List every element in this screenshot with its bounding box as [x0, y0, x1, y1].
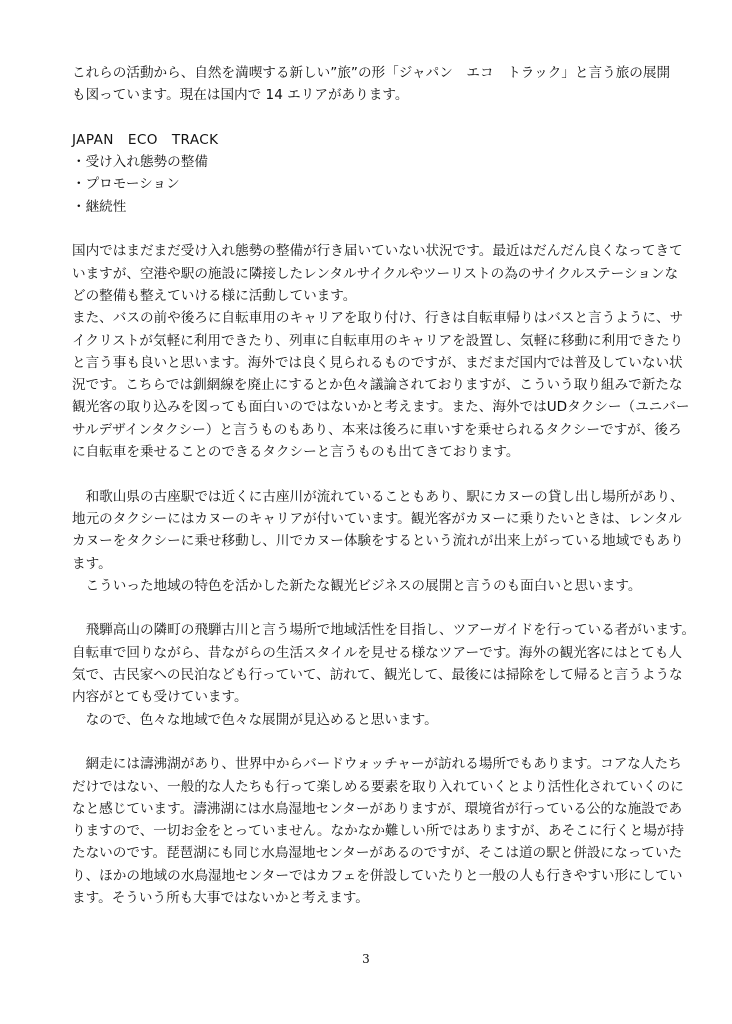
paragraph-gap	[72, 218, 672, 240]
paragraph-gap	[72, 107, 672, 129]
text-line: ます。	[72, 555, 112, 572]
text-line: と言う事も良いと思います。海外では良く見られるものですが、まだまだ国内では普及していない状	[72, 354, 683, 371]
text-line: 内容がとても受けています。	[72, 689, 248, 706]
bullet-item: ・プロモーション	[72, 176, 180, 193]
text-line: また、バスの前や後ろに自転車用のキャリアを取り付け、行きは自転車帰りはバスと言うように、サ	[72, 310, 684, 327]
text-line: 国内ではまだまだ受け入れ態勢の整備が行き届いていない状況です。最近はだんだん良くなってきて	[72, 243, 683, 260]
text-line: サルデザインタクシー）と言うものもあり、本来は後ろに車いすを乗せられるタクシーですが、後ろ	[72, 421, 682, 438]
text-line: 地元のタクシーにはカヌーのキャリアが付いています。観光客がカヌーに乗りたいときは、レンタル	[72, 510, 682, 527]
text-line: も図っています。現在は国内で 14 エリアがあります。	[72, 87, 409, 104]
text-line: 自転車で回りながら、昔ながらの生活スタイルを見せる様なツアーです。海外の観光客にはとても人	[72, 644, 682, 661]
text-line: なので、色々な地域で色々な展開が見込めると思います。	[72, 711, 438, 728]
text-line: りますので、一切お金をとっていません。なかなか難しい所ではありますが、あそこに行くと場が持	[72, 823, 684, 840]
text-line: 況です。こちらでは釧網線を廃止にするとか色々議論されておりますが、こういう取り組みで新たな	[72, 377, 683, 394]
text-line: どの整備も整えていける様に活動しています。	[72, 287, 357, 304]
text-line: いますが、空港や駅の施設に隣接したレンタルサイクルやツーリストの為のサイクルステーションな	[72, 265, 679, 282]
bullet-item: ・継続性	[72, 198, 127, 215]
paragraph-gap	[72, 597, 672, 619]
paragraph-gap	[72, 731, 672, 753]
text-line: 観光客の取り込みを図っても面白いのではないかと考えます。また、海外ではUDタクシー（ユニバー	[72, 399, 690, 416]
text-line: 気で、古民家への民泊なども行っていて、訪れて、観光して、最後には掃除をして帰ると言うような	[72, 667, 683, 684]
text-line: たないのです。琵琶湖にも同じ水鳥湿地センターがあるのですが、そこは道の駅と併設になっていた	[72, 845, 683, 862]
paragraph-wakayama	[72, 486, 684, 597]
paragraph-gap	[72, 463, 672, 485]
bullet-item: ・受け入れ態勢の整備	[72, 154, 208, 171]
text-line: イクリストが気軽に利用できたり、列車に自転車用のキャリアを設置し、気軽に移動に利用できたり	[72, 332, 684, 349]
text-line: カヌーをタクシーに乗せ移動し、川でカヌー体験をするという流れが出来上がっている地域でもあり	[72, 533, 684, 550]
text-line: 網走には濤沸湖があり、世界中からバードウォッチャーが訪れる場所でもあります。コアな人たち	[72, 756, 682, 773]
text-line: ます。そういう所も大事ではないかと考えます。	[72, 889, 369, 906]
text-line: だけではない、一般的な人たちも行って楽しめる要素を取り入れていくとより活性化されていくのに	[72, 778, 684, 795]
paragraph-hida	[72, 619, 696, 730]
paragraph-infrastructure	[72, 240, 690, 463]
document-body	[72, 62, 696, 909]
section-heading: JAPAN ECO TRACK	[72, 131, 219, 148]
text-line: 飛騨高山の隣町の飛騨古川と言う場所で地域活性を目指し、ツアーガイドを行っている者がいます。	[72, 622, 696, 639]
text-line: なと感じています。濤沸湖には水鳥湿地センターがありますが、環境省が行っている公的な施設であ	[72, 800, 683, 817]
page-number: 3	[362, 952, 370, 966]
intro-paragraph	[72, 62, 672, 107]
text-line: これらの活動から、自然を満喫する新しい”旅”の形「ジャパン エコ トラック」と言う旅の展開	[72, 65, 671, 81]
text-line: に自転車を乗せることのできるタクシーと言うものも出てきております。	[72, 444, 520, 461]
text-line: こういった地域の特色を活かした新たな観光ビジネスの展開と言うのも面白いと思います。	[72, 577, 642, 594]
text-line: 和歌山県の古座駅では近くに古座川が流れていることもあり、駅にカヌーの貸し出し場所があり、	[72, 488, 684, 505]
bullet-list	[72, 151, 672, 218]
paragraph-abashiri	[72, 753, 684, 909]
text-line: り、ほかの地域の水鳥湿地センターではカフェを併設していたりと一般の人も行きやすい形にしてい	[72, 867, 683, 884]
